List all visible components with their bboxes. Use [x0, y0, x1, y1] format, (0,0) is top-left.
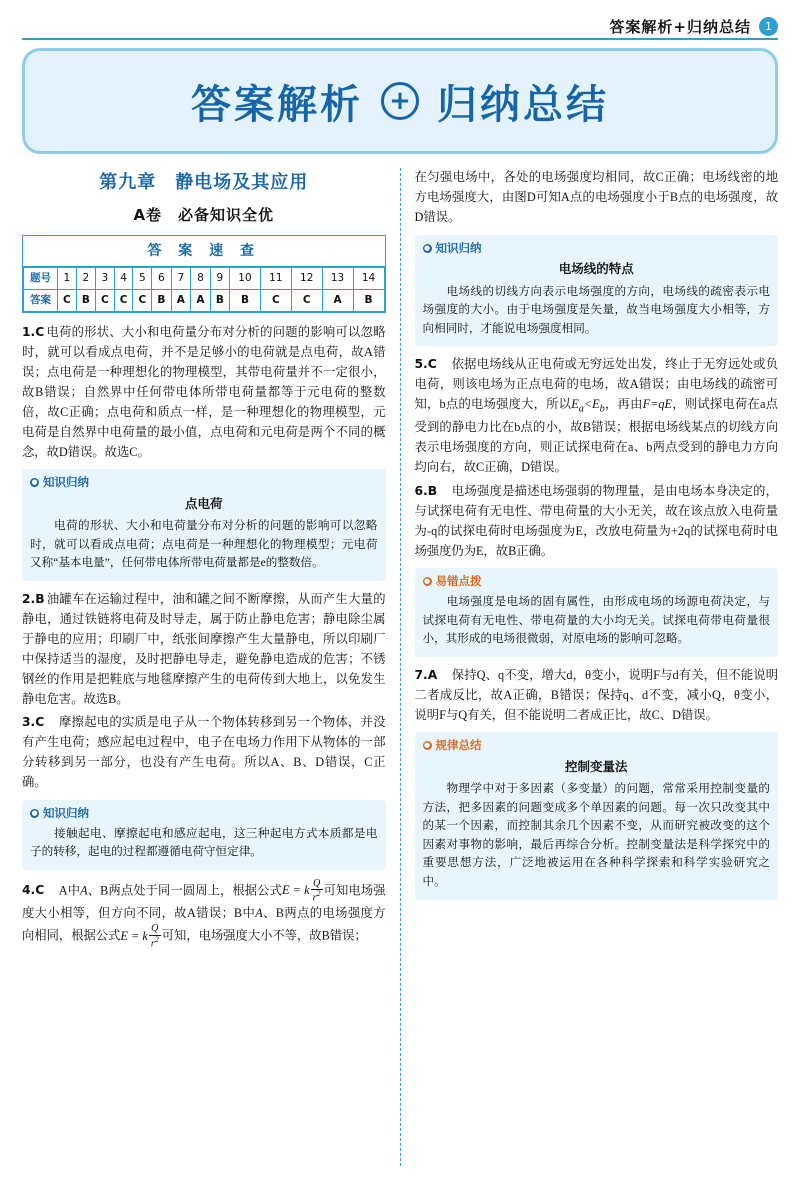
banner-left-text: 答案解析	[191, 81, 363, 128]
content-columns	[22, 168, 778, 1166]
tip-head-label: 知识归纳	[435, 240, 482, 255]
solution-label: 6.B	[414, 483, 438, 498]
cell-num: 7	[171, 268, 191, 290]
bullet-icon: ●	[423, 243, 431, 252]
tip-head-label: 易错点拨	[435, 574, 482, 589]
solution-text: 保持Q、q不变，增大d，θ变小，说明F与d有关，但不能说明二者成反比，故A正确，B错误；保持q、d不变，减小Q，θ变小，说明F与Q有关，但不能说明二者成正比，故C、D错误。	[414, 667, 778, 722]
tip-body: 接触起电、摩擦起电和感应起电，这三种起电方式本质都是电子的转移，起电的过程都遵循电荷守恒定律。	[30, 826, 378, 859]
cell-num: 14	[353, 268, 384, 290]
chapter-subtitle: A卷 必备知识全优	[133, 206, 275, 225]
cell-num: 5	[133, 268, 152, 290]
cell-num: 3	[96, 268, 115, 290]
chapter-title: 第九章 静电场及其应用	[99, 172, 309, 193]
solution-label: 7.A	[414, 667, 438, 682]
solution-label: 5.C	[414, 357, 437, 372]
cell-num: 12	[291, 268, 322, 290]
cell-ans: C	[114, 290, 133, 312]
bullet-icon: ●	[423, 741, 431, 750]
answer-quick-table	[22, 235, 386, 313]
math-formula-2: E = k $\frac{Q}{r^2}$	[120, 923, 159, 949]
tip-title: 控制变量法	[564, 759, 628, 775]
tip-header	[30, 473, 378, 492]
bullet-icon: ●	[31, 808, 38, 817]
solution-item-2	[22, 590, 386, 709]
math-Ea: $E_a<E_b$	[571, 397, 605, 415]
answer-table	[23, 267, 385, 312]
cell-ans: C	[133, 290, 152, 312]
table-row	[24, 268, 385, 290]
cell-ans: A	[322, 290, 353, 312]
math-F-qE: F=qE	[642, 397, 673, 412]
solution-text-part1: A中	[58, 883, 81, 898]
tip-box-common-mistake	[415, 568, 779, 656]
solution-text-part4: 、B两点的电场强度方向相同，根据公式	[22, 906, 386, 943]
solution-text-part5: 可知，电场强度大小不等，故B错误；	[161, 928, 367, 943]
solution-label: 3.C	[22, 715, 45, 730]
tip-box-field-lines	[415, 235, 779, 347]
solution-text: 摩擦起电的实质是电子从一个物体转移到另一个物体，并没有产生电荷；感应起电过程中，电子在电场力作用下从物体的一部分转移到另一部分，也没有产生电荷。所以A、B、D错误，C正确。	[22, 715, 386, 790]
cell-ans: B	[152, 290, 171, 312]
bullet-icon: ●	[31, 478, 38, 487]
solution-text: 电场强度是描述电场强弱的物理量，是由电场本身决定的，与试探电荷有无电性、带电荷量的大小无关，故在该点放入电荷量为-q的试探电荷时电场强度为E，改放电荷量为+2q的试探电荷时电场强度仍为E，故B正确。	[414, 483, 778, 558]
tip-head-label: 知识归纳	[43, 806, 89, 821]
cell-ans: C	[260, 290, 291, 312]
solution-item-6	[415, 482, 779, 562]
tip-title: 电场线的特点	[558, 261, 634, 277]
cell-ans: B	[230, 290, 261, 312]
plus-icon: +	[381, 82, 419, 120]
tip-body: 物理学中对于多因素（多变量）的问题，常常采用控制变量的方法，把多因素的问题变成多个单因素的问题。每一次只改变其中的某一个因素，而控制其余几个因素不变，从而研究被改变的这个因素对事物的影响，最后再综合分析。控制变量法是科学探究中的重要思想方法，广泛地被运用在各种科学探索和科学实验研究之中。	[422, 782, 770, 889]
right-column	[401, 168, 779, 1166]
answer-table-title: 答 案 速 查	[23, 236, 385, 267]
tip-header	[423, 736, 771, 755]
cell-num: 4	[114, 268, 133, 290]
cell-ans: A	[171, 290, 191, 312]
tip-header	[30, 804, 378, 823]
header-rule	[22, 38, 778, 40]
solution-item-4	[22, 879, 386, 950]
solution-item-3	[22, 713, 386, 793]
title-banner	[22, 48, 778, 154]
solution-item-7	[415, 666, 779, 726]
tip-box-knowledge-1	[22, 469, 386, 581]
solution-text-part3: 可知电场强度大小相等，但方向不同，故A错误；B中	[22, 883, 386, 921]
cell-num: 9	[210, 268, 229, 290]
tip-body: 电场强度是电场的固有属性，由形成电场的场源电荷决定，与试探电荷有无电性、带电荷量的大小均无关。试探电荷带电荷量很小，其形成的电场很微弱，对原电场的影响可忽略。	[422, 595, 770, 646]
solution-item-5	[415, 355, 779, 478]
cell-ans: C	[291, 290, 322, 312]
tip-header	[423, 572, 771, 591]
cell-ans: A	[191, 290, 211, 312]
solution-text-a: 依据电场线从正电荷或无穷远处出发，终止于无穷远处或负电荷，则该电场为正点电荷的电场，故A错误；由电场线的疏密可知，b点的电场强度大，所以	[414, 357, 778, 412]
math-var-a: A	[80, 883, 88, 898]
row-head-answers: 答案	[24, 290, 58, 312]
solution-text: 油罐车在运输过程中，油和罐之间不断摩擦，从而产生大量的静电，通过铁链将电荷及时导走，属于防止静电危害；静电除尘属于静电的应用；印刷厂中，纸张间摩擦产生大量静电，所以印刷厂中保持适当的湿度，及时把静电导走，避免静电造成的危害；不锈钢丝的作用是把鞋底与地毯摩擦产生的电荷传到大地上，以免发生静电危害。故选B。	[22, 591, 386, 706]
math-var-a2: A	[255, 906, 263, 921]
cell-ans: C	[58, 290, 77, 312]
cell-ans: B	[210, 290, 229, 312]
cell-num: 10	[230, 268, 261, 290]
solution-text-b: ，再由	[604, 397, 643, 412]
banner-right-text: 归纳总结	[437, 81, 609, 128]
solution-label: 4.C	[22, 883, 45, 898]
page-header	[609, 16, 778, 37]
solution-item-1	[22, 323, 386, 462]
cell-num: 13	[322, 268, 353, 290]
math-formula-1: E = k $\frac{Q}{r^2}$	[281, 877, 321, 904]
tip-body: 电场线的切线方向表示电场强度的方向，电场线的疏密表示电场强度的大小。由于电场强度是矢量，故当电场强度大小相等，方向相同时，才能说电场强度相同。	[422, 284, 770, 335]
tip-box-rule-summary	[415, 732, 779, 899]
tip-header	[423, 239, 771, 258]
solution-text-c: ，则试探电荷在a点受到的静电力比在b点的小，故B错误；根据电场线某点的切线方向表示电场强度的方向，则正试探电荷在a、b两点受到的静电力方向均向右，故C正确，D错误。	[414, 397, 778, 474]
tip-title: 点电荷	[184, 496, 223, 512]
cell-num: 8	[191, 268, 211, 290]
header-title: 答案解析+归纳总结	[609, 18, 751, 36]
cell-ans: C	[96, 290, 115, 312]
solution-label: 2.B	[22, 591, 45, 606]
row-head-numbers: 题号	[24, 268, 58, 290]
left-column	[22, 168, 400, 1166]
solution-item-4-continued: 在匀强电场中，各处的电场强度均相同，故C正确；电场线密的地方电场强度大，由图D可知A点的电场强度小于B点的电场强度，故D错误。	[414, 170, 778, 224]
page-number-badge: 1	[759, 17, 778, 36]
tip-box-knowledge-2	[22, 800, 386, 870]
solution-text: 电荷的形状、大小和电荷量分布对分析的问题的影响可以忽略时，就可以看成点电荷，并不是足够小的电荷就是点电荷，故A错误；点电荷是一种理想化的物理模型，其带电荷量并不一定很小，故B错误；自然界中任何带电体所带电荷量都等于元电荷的整数倍，故C正确；点电荷和质点一样，是一种理想化的物理模型，元电荷是自然界中电荷量的最小值，点电荷和元电荷是两个不同的概念，故D错误。故选C。	[22, 325, 386, 459]
solution-text-part2: 、B两点处于同一圆周上，根据公式	[87, 883, 282, 898]
cell-num: 2	[76, 268, 95, 290]
table-row	[24, 290, 385, 312]
tip-head-label: 规律总结	[435, 738, 482, 753]
tip-body: 电荷的形状、大小和电荷量分布对分析的问题的影响可以忽略时，就可以看成点电荷；点电荷是一种理想化的物理模型；元电荷又称“基本电量”，任何带电体所带电荷量都是e的整数倍。	[30, 519, 378, 570]
solution-label: 1.C	[22, 325, 45, 340]
cell-num: 11	[260, 268, 291, 290]
cell-ans: B	[353, 290, 384, 312]
bullet-icon: ●	[423, 577, 431, 586]
cell-ans: B	[76, 290, 95, 312]
cell-num: 6	[152, 268, 171, 290]
cell-num: 1	[58, 268, 77, 290]
tip-head-label: 知识归纳	[43, 475, 89, 490]
